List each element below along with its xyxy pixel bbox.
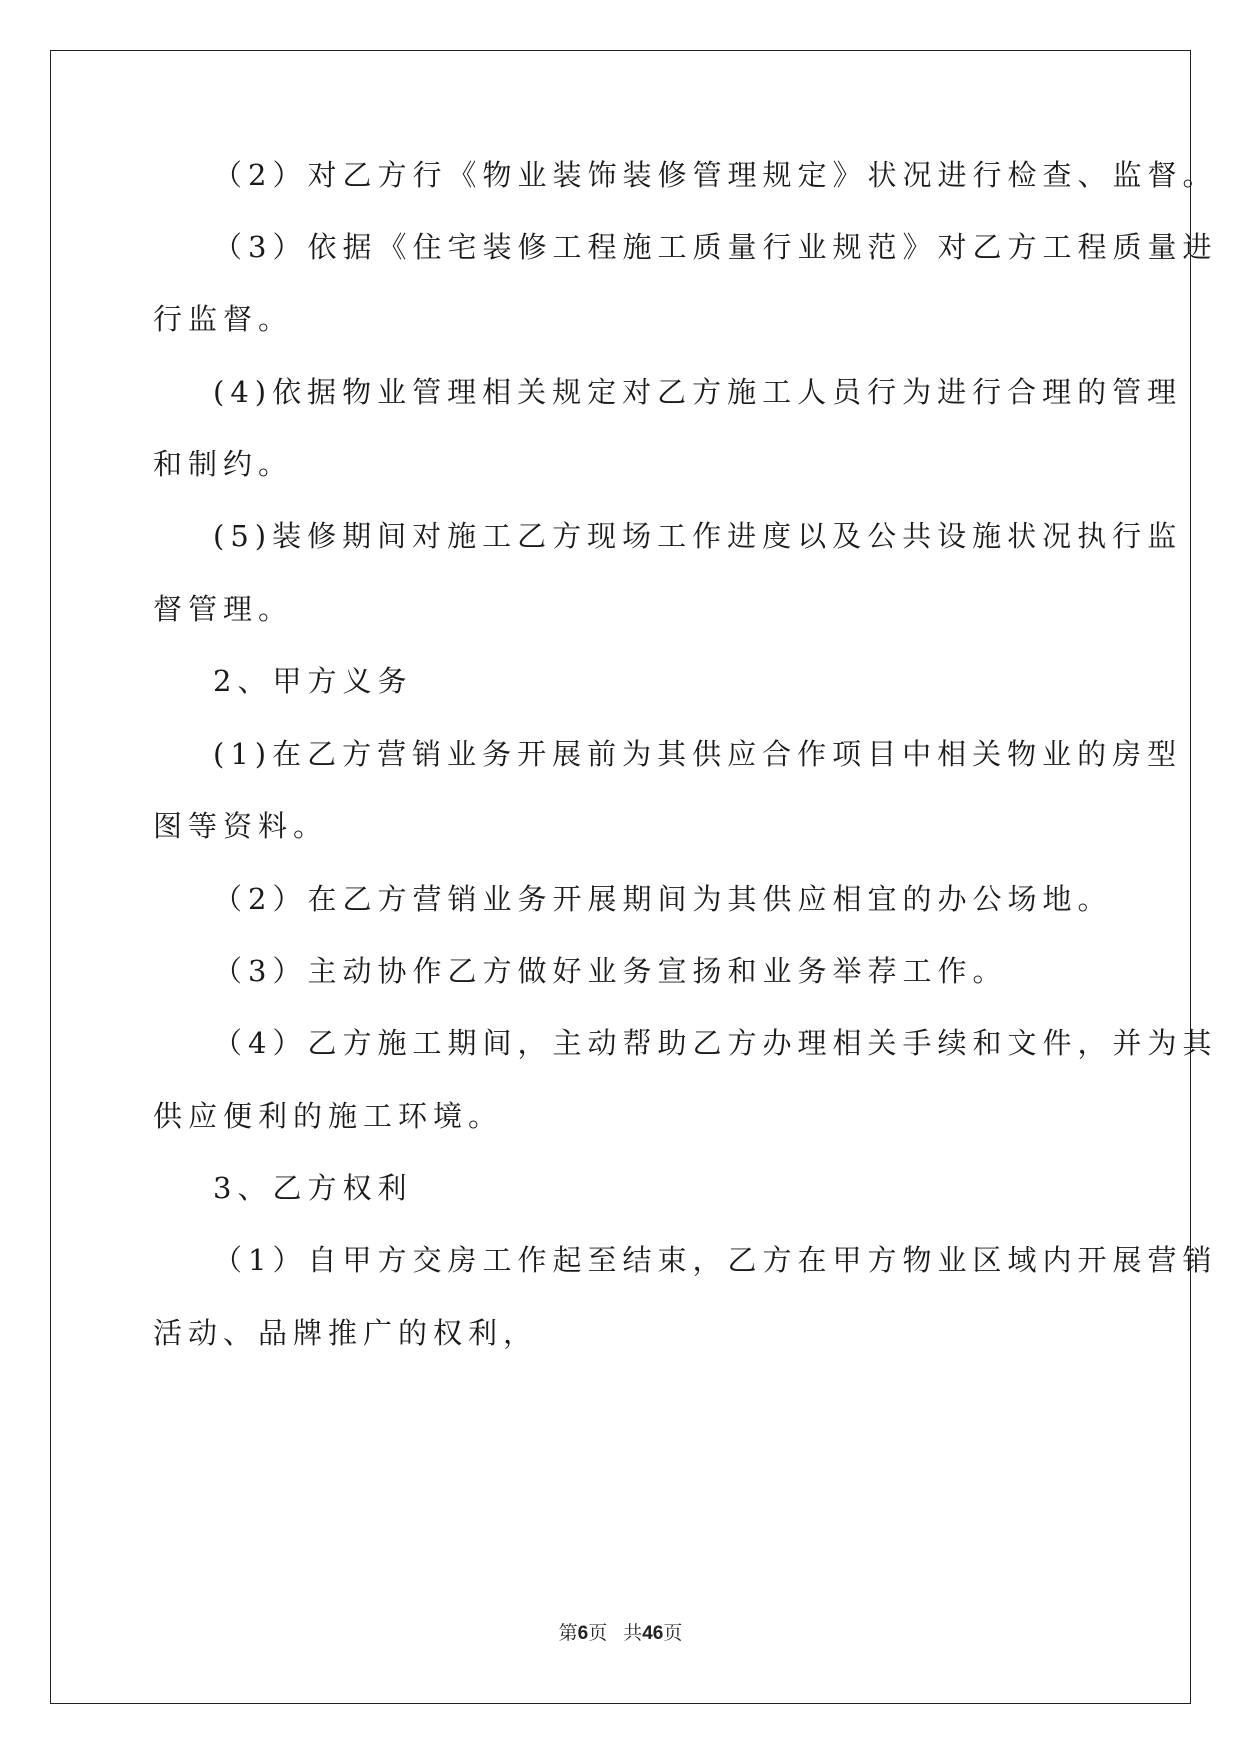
section-heading: 2、甲方义务	[213, 664, 413, 698]
text-line: 活动、品牌推广的权利，	[153, 1316, 539, 1350]
text-line: 督管理。	[153, 592, 294, 626]
total-suffix: 页	[663, 1622, 683, 1644]
page-number: 6	[577, 1623, 589, 1644]
text-line: （2）对乙方行《物业装饰装修管理规定》状况进行检查、监督。	[213, 158, 1218, 192]
text-line: 图等资料。	[153, 809, 329, 843]
section-heading: 3、乙方权利	[213, 1171, 413, 1205]
text-line: （3）依据《住宅装修工程施工质量行业规范》对乙方工程质量进	[213, 230, 1218, 264]
text-line: 行监督。	[153, 302, 294, 336]
text-line: （3）主动协作乙方做好业务宣扬和业务举荐工作。	[213, 954, 1008, 988]
text-line: (4)依据物业管理相关规定对乙方施工人员行为进行合理的管理	[213, 375, 1183, 409]
text-line: （4）乙方施工期间，主动帮助乙方办理相关手续和文件，并为其	[213, 1026, 1218, 1060]
total-pages: 46	[642, 1623, 664, 1644]
text-line: (5)装修期间对施工乙方现场工作进度以及公共设施状况执行监	[213, 519, 1183, 553]
page-footer	[0, 1618, 1241, 1645]
text-line: （2）在乙方营销业务开展期间为其供应相宜的办公场地。	[213, 882, 1113, 916]
page-suffix: 页	[588, 1622, 608, 1644]
text-line: （1）自甲方交房工作起至结束，乙方在甲方物业区域内开展营销	[213, 1243, 1218, 1277]
total-prefix: 共	[623, 1622, 643, 1644]
text-line: 和制约。	[153, 447, 294, 481]
text-line: (1)在乙方营销业务开展前为其供应合作项目中相关物业的房型	[213, 737, 1183, 771]
page-prefix: 第	[558, 1622, 578, 1644]
text-line: 供应便利的施工环境。	[153, 1099, 504, 1133]
